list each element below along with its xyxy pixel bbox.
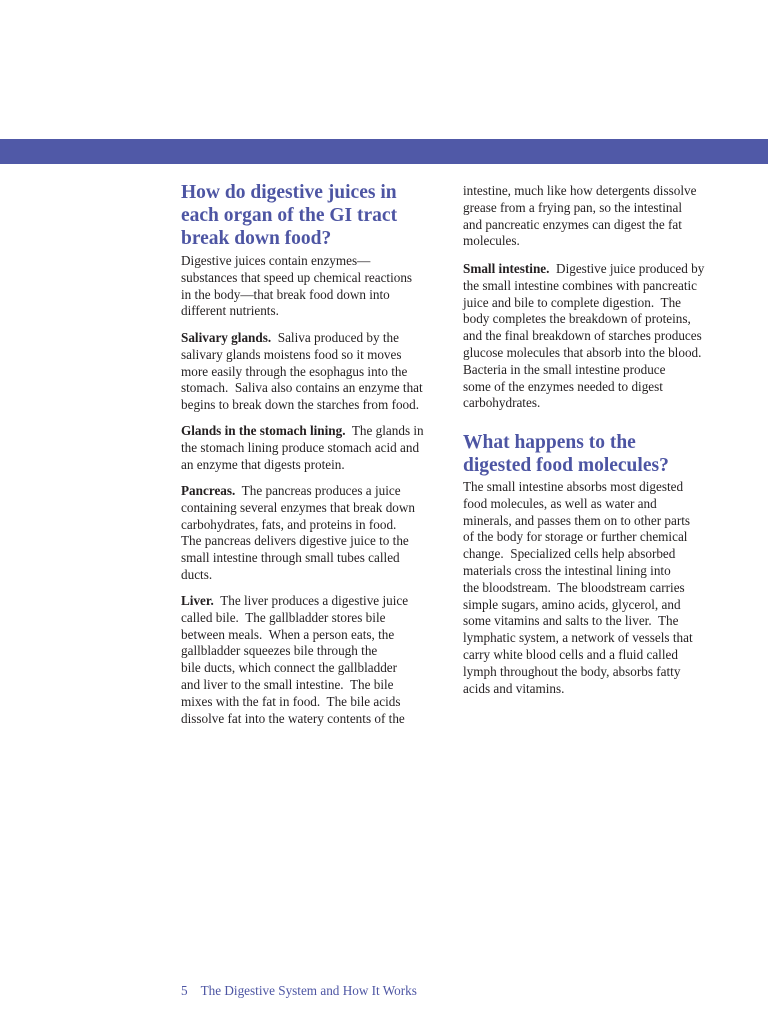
text-line: an enzyme that digests protein. [181, 456, 345, 472]
text-line: the small intestine combines with pancreatic [463, 277, 698, 293]
text-line: and the final breakdown of starches produces [463, 328, 702, 344]
text-line: molecules. [463, 233, 520, 249]
heading-line: break down food? [181, 228, 332, 249]
text-line: grease from a frying pan, so the intestinal [463, 199, 682, 215]
text-line: acids and vitamins. [463, 680, 565, 696]
text-line: substances that speed up chemical reactions [181, 269, 413, 285]
text-run: The pancreas produces a juice [235, 483, 401, 498]
text-run: Digestive juice produced by [549, 261, 705, 276]
section-heading-digested-food [463, 431, 738, 477]
small-intestine-lead: Small intestine. [463, 261, 550, 276]
small-intestine-paragraph [463, 261, 738, 412]
intro-paragraph [181, 253, 456, 320]
liver-lead: Liver. [181, 593, 214, 608]
stomach-lining-paragraph [181, 423, 456, 473]
text-line: ducts. [181, 566, 213, 582]
liver-paragraph [181, 593, 456, 727]
text-line [181, 423, 456, 440]
heading-line: How do digestive juices in [181, 182, 397, 203]
text-line: mixes with the fat in food. The bile acids [181, 693, 401, 709]
salivary-glands-lead: Salivary glands. [181, 330, 272, 345]
text-line [181, 593, 456, 610]
text-run: The glands in [345, 423, 424, 438]
text-line: and pancreatic enzymes can digest the fat [463, 216, 682, 232]
text-line: the bloodstream. The bloodstream carries [463, 579, 685, 595]
salivary-glands-paragraph [181, 330, 456, 414]
text-line: Digestive juices contain enzymes— [181, 253, 371, 268]
text-line: glucose molecules that absorb into the blood. [463, 344, 702, 360]
heading-line: What happens to the [463, 432, 636, 453]
pancreas-paragraph [181, 483, 456, 584]
text-line: salivary glands moistens food so it moves [181, 346, 402, 362]
text-line: food molecules, as well as water and [463, 495, 657, 511]
text-line: called bile. The gallbladder stores bile [181, 609, 386, 625]
text-line: The small intestine absorbs most digested [463, 479, 684, 494]
text-line: stomach. Saliva also contains an enzyme that [181, 380, 423, 396]
text-line: containing several enzymes that break down [181, 499, 415, 515]
pancreas-lead: Pancreas. [181, 483, 236, 498]
text-line: lymph throughout the body, absorbs fatty [463, 663, 681, 679]
text-line: The pancreas delivers digestive juice to the [181, 533, 409, 549]
page-footer [181, 983, 417, 999]
section-heading-digestive-juices [181, 181, 456, 250]
text-line: change. Specialized cells help absorbed [463, 546, 676, 562]
text-line: the stomach lining produce stomach acid and [181, 439, 420, 455]
header-band [0, 139, 768, 164]
text-run: The liver produces a digestive juice [213, 593, 409, 608]
text-line: intestine, much like how detergents dissolve [463, 183, 697, 198]
text-line: begins to break down the starches from food. [181, 397, 420, 413]
text-line: some vitamins and salts to the liver. The [463, 613, 679, 629]
text-line [181, 483, 456, 500]
text-line: between meals. When a person eats, the [181, 626, 395, 642]
text-line: carbohydrates. [463, 395, 541, 411]
text-line: materials cross the intestinal lining into [463, 562, 671, 578]
text-line [463, 261, 738, 278]
text-line: juice and bile to complete digestion. The [463, 294, 682, 310]
text-line: in the body—that break food down into [181, 286, 390, 302]
stomach-lining-lead: Glands in the stomach lining. [181, 423, 346, 438]
text-line: Bacteria in the small intestine produce [463, 361, 666, 377]
text-line: and liver to the small intestine. The bile [181, 676, 394, 692]
text-line: body completes the breakdown of proteins, [463, 311, 691, 327]
page-number: 5 [181, 983, 188, 998]
text-run: Saliva produced by the [271, 330, 399, 345]
text-line: some of the enzymes needed to digest [463, 378, 663, 394]
text-line: carry white blood cells and a fluid called [463, 646, 678, 662]
text-line: small intestine through small tubes called [181, 550, 400, 566]
text-line: gallbladder squeezes bile through the [181, 643, 378, 659]
text-line: lymphatic system, a network of vessels that [463, 630, 693, 646]
text-line: bile ducts, which connect the gallbladder [181, 660, 398, 676]
heading-line: digested food molecules? [463, 455, 669, 476]
text-line: simple sugars, amino acids, glycerol, and [463, 596, 681, 612]
text-line: carbohydrates, fats, and proteins in food. [181, 516, 397, 532]
continued-paragraph [463, 183, 738, 250]
heading-line: each organ of the GI tract [181, 205, 398, 226]
text-line: of the body for storage or further chemical [463, 529, 688, 545]
text-line: dissolve fat into the watery contents of the [181, 710, 405, 726]
text-line: minerals, and passes them on to other parts [463, 512, 691, 528]
text-line [181, 330, 456, 347]
text-line: more easily through the esophagus into the [181, 363, 408, 379]
footer-title: The Digestive System and How It Works [200, 983, 417, 998]
text-line: different nutrients. [181, 303, 279, 319]
absorption-paragraph [463, 479, 738, 697]
